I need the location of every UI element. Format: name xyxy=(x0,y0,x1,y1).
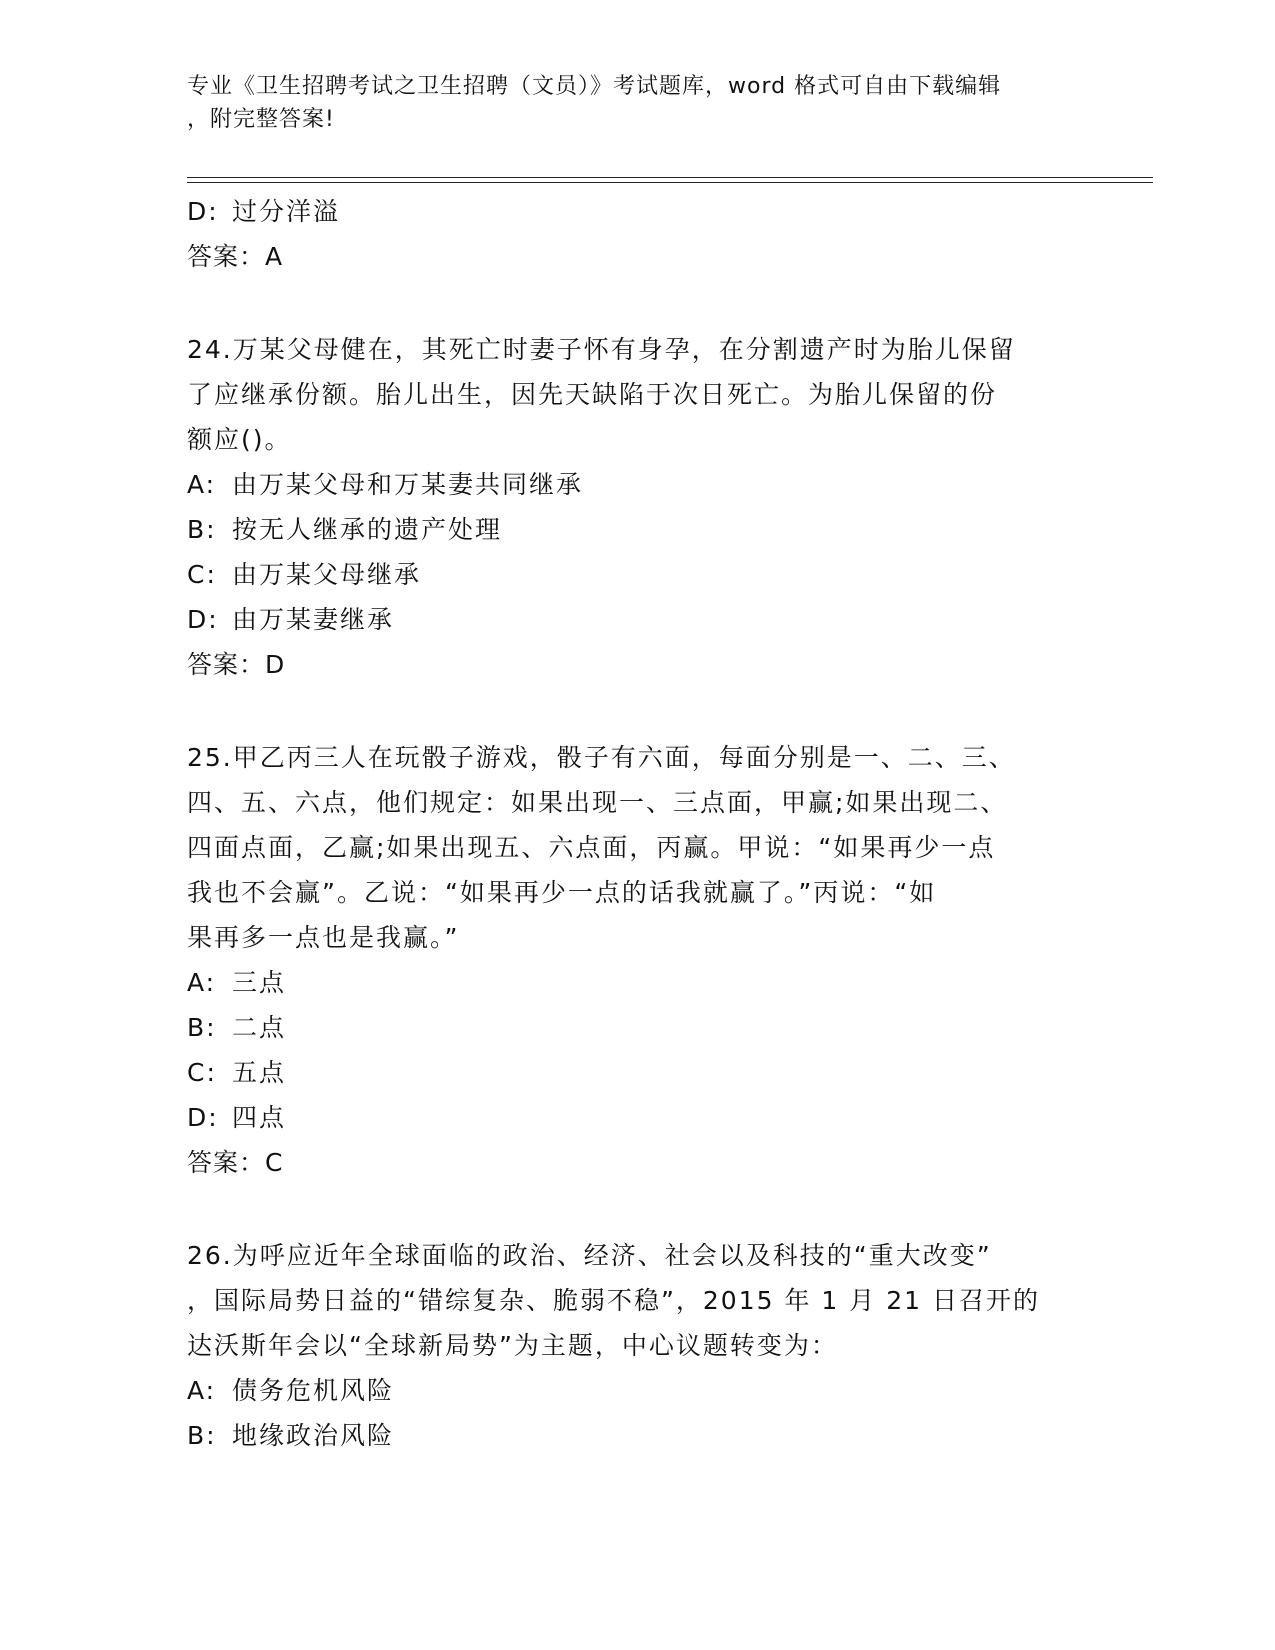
header-line-2: ，附完整答案! xyxy=(187,107,335,132)
option-letter: D: xyxy=(187,1103,219,1132)
question-stem-line: 26.为呼应近年全球面临的政治、经济、社会以及科技的“重大改变” xyxy=(187,1241,992,1270)
question-stem-line: 24.万某父母健在，其死亡时妻子怀有身孕，在分割遗产时为胎儿保留 xyxy=(187,335,1016,364)
question-stem-line: ，国际局势日益的“错综复杂、脆弱不稳”，2015 年 1 月 21 日召开的 xyxy=(187,1286,1040,1315)
option-letter: A: xyxy=(187,968,217,997)
option-c xyxy=(187,552,1087,597)
option-text: 五点 xyxy=(232,1058,287,1087)
option-b xyxy=(187,1413,1087,1458)
option-letter: B: xyxy=(187,515,217,544)
answer-line: 答案：C xyxy=(187,1148,284,1177)
option-a xyxy=(187,960,1087,1005)
option-letter: A: xyxy=(187,470,217,499)
option-letter: C: xyxy=(187,560,217,589)
question-24-block xyxy=(187,327,1087,687)
option-text: 三点 xyxy=(232,968,287,997)
header-divider-top xyxy=(187,177,1153,178)
answer-line: 答案：A xyxy=(187,242,284,271)
option-text: 地缘政治风险 xyxy=(232,1421,395,1450)
option-a xyxy=(187,462,1087,507)
prev-question-block xyxy=(187,189,1087,279)
header-line-1: 专业《卫生招聘考试之卫生招聘（文员）》考试题库，word 格式可自由下载编辑 xyxy=(187,74,1002,99)
option-letter: B: xyxy=(187,1013,217,1042)
option-d xyxy=(187,1095,1087,1140)
header-divider-bottom xyxy=(187,182,1153,183)
spacer xyxy=(187,687,1087,735)
question-stem-line: 我也不会赢”。乙说：“如果再少一点的话我就赢了。”丙说：“如 xyxy=(187,878,937,907)
document-header xyxy=(187,70,1087,136)
option-d xyxy=(187,189,1087,234)
question-list xyxy=(187,189,1087,1458)
option-text: 二点 xyxy=(232,1013,287,1042)
option-letter: C: xyxy=(187,1058,217,1087)
option-b xyxy=(187,507,1087,552)
option-text: 由万某父母继承 xyxy=(232,560,422,589)
answer-line: 答案：D xyxy=(187,650,286,679)
question-stem-line: 了应继承份额。胎儿出生，因先天缺陷于次日死亡。为胎儿保留的份 xyxy=(187,380,998,409)
question-stem-line: 四、五、六点，他们规定：如果出现一、三点面，甲赢;如果出现二、 xyxy=(187,788,1008,817)
spacer xyxy=(187,279,1087,327)
question-25-block xyxy=(187,735,1087,1185)
option-letter: A: xyxy=(187,1376,217,1405)
option-letter: B: xyxy=(187,1421,217,1450)
question-stem-line: 四面点面，乙赢;如果出现五、六点面，丙赢。甲说：“如果再少一点 xyxy=(187,833,996,862)
option-text: 由万某妻继承 xyxy=(232,605,395,634)
question-26-block xyxy=(187,1233,1087,1458)
option-a xyxy=(187,1368,1087,1413)
question-stem-line: 果再多一点也是我赢。” xyxy=(187,923,460,952)
spacer xyxy=(187,1185,1087,1233)
option-letter: D: xyxy=(187,197,219,226)
option-text: 过分洋溢 xyxy=(232,197,341,226)
option-c xyxy=(187,1050,1087,1095)
question-stem-line: 25.甲乙丙三人在玩骰子游戏，骰子有六面，每面分别是一、二、三、 xyxy=(187,743,1016,772)
option-text: 债务危机风险 xyxy=(232,1376,395,1405)
option-text: 由万某父母和万某妻共同继承 xyxy=(232,470,584,499)
question-stem-line: 额应()。 xyxy=(187,425,292,454)
option-text: 按无人继承的遗产处理 xyxy=(232,515,503,544)
option-b xyxy=(187,1005,1087,1050)
option-d xyxy=(187,597,1087,642)
option-letter: D: xyxy=(187,605,219,634)
question-stem-line: 达沃斯年会以“全球新局势”为主题，中心议题转变为： xyxy=(187,1331,838,1360)
option-text: 四点 xyxy=(232,1103,287,1132)
